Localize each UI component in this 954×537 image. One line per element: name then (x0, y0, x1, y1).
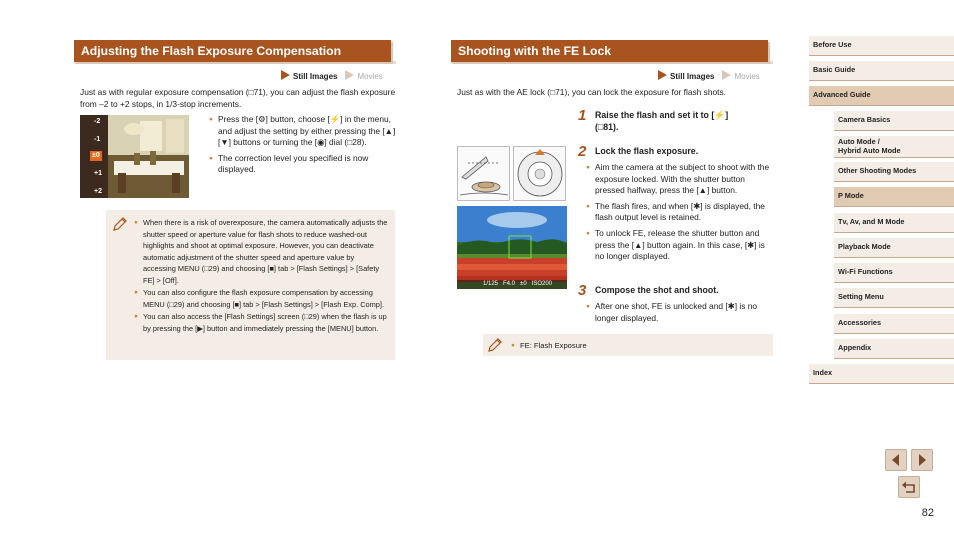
flower-field-photo (457, 206, 567, 289)
sub-auto-mode[interactable]: Auto Mode / Hybrid Auto Mode (834, 136, 954, 158)
movies-label: Movies (357, 72, 383, 81)
sub-setting-menu[interactable]: Setting Menu (834, 288, 954, 308)
right-note-box (483, 334, 773, 356)
step-2-list (586, 162, 774, 267)
sub-other-shooting-modes[interactable]: Other Shooting Modes (834, 162, 954, 182)
shutter-button-icon (458, 147, 510, 201)
step-1 (578, 109, 774, 139)
step-title: Raise the flash and set it to [⚡] (595, 110, 729, 120)
left-note-list (134, 217, 388, 335)
left-instruction-item: ● Press the [⚙] button, choose [⚡] in the menu, and adjust the setting by either pressing the [▲][▼] buttons or turning the [◉] dial (□28). (209, 114, 397, 149)
movies-label: Movies (734, 72, 760, 81)
sub-appendix[interactable]: Appendix (834, 339, 954, 359)
control-dial-icon (514, 147, 566, 201)
scale-mark-plus2: +2 (94, 188, 102, 195)
return-icon (899, 477, 919, 497)
tab-basic-guide[interactable]: Basic Guide (809, 61, 954, 81)
step-number: 3 (578, 282, 587, 299)
still-images-icon (658, 70, 667, 80)
step-bullet: ● After one shot, FE is unlocked and [✱] is no longer displayed. (586, 301, 774, 324)
tab-before-use[interactable]: Before Use (809, 36, 954, 56)
right-section-title: Shooting with the FE Lock (451, 40, 768, 62)
movies-icon (722, 70, 731, 80)
scale-mark-zero: ±0 (92, 152, 100, 159)
sub-camera-basics[interactable]: Camera Basics (834, 111, 954, 131)
tab-advanced-guide[interactable]: Advanced Guide (809, 86, 954, 106)
left-intro: Just as with regular exposure compensation (□71), you can adjust the flash exposure from –2 to +2 stops, in 1/3-stop increments. (80, 87, 396, 109)
step-number: 2 (578, 143, 587, 160)
scale-mark-plus1: +1 (94, 170, 102, 177)
prev-page-button[interactable] (885, 449, 907, 471)
sub-accessories[interactable]: Accessories (834, 314, 954, 334)
step-2 (578, 145, 774, 280)
flash-comp-photo (80, 115, 189, 198)
step-title: Compose the shot and shoot. (595, 285, 719, 295)
sub-wifi-functions[interactable]: Wi-Fi Functions (834, 263, 954, 283)
left-mode-indicator (281, 70, 383, 82)
still-images-icon (281, 70, 290, 80)
left-instruction-item: ● The correction level you specified is now displayed. (209, 153, 397, 176)
still-images-label: Still Images (293, 72, 338, 81)
right-note-list (511, 340, 761, 353)
left-instructions (209, 114, 397, 180)
tab-index[interactable]: Index (809, 364, 954, 384)
pencil-icon (487, 337, 503, 353)
right-intro: Just as with the AE lock (□71), you can lock the exposure for flash shots. (457, 87, 727, 97)
pencil-icon (112, 216, 128, 232)
arrow-left-icon (886, 450, 906, 470)
scale-mark-minus2: -2 (94, 118, 101, 125)
page-number: 82 (921, 507, 934, 519)
movies-icon (345, 70, 354, 80)
step-bullet: ● To unlock FE, release the shutter button and press the [▲] button again. In this case, [✱] is no longer displayed. (586, 228, 774, 263)
left-note-box (106, 210, 395, 360)
step-number: 1 (578, 107, 587, 124)
note-item: ● FE: Flash Exposure (511, 340, 761, 352)
step-bullet: ● The flash fires, and when [✱] is displayed, the flash output level is retained. (586, 201, 774, 224)
note-item: ● You can also configure the flash exposure compensation by accessing MENU (□29) and choosing [■] tab > [Flash Settings] > [Flash Exp. Comp]. (134, 287, 388, 310)
step-title: Lock the flash exposure. (595, 146, 699, 156)
shutter-illustration (457, 146, 510, 201)
note-item: ● When there is a risk of overexposure, the camera automatically adjusts the shutter speed or aperture value for flash shots to reduce washed-out highlights and shoot at optimal exposure. However, you can deactivate automatic adjustment of the shutter speed and aperture value by accessing MENU (□29) and choosing [■] tab > [Flash Settings] > [Safety FE] > [Off]. (134, 217, 388, 286)
next-page-button[interactable] (911, 449, 933, 471)
left-section-title: Adjusting the Flash Exposure Compensation (74, 40, 391, 62)
fe-lock-photo (457, 206, 567, 289)
right-mode-indicator (658, 70, 760, 82)
arrow-right-icon (912, 450, 932, 470)
still-images-label: Still Images (670, 72, 715, 81)
note-item: ● You can also access the [Flash Settings] screen (□29) when the flash is up by pressing the [▶] button and immediately pressing the [MENU] button. (134, 311, 388, 334)
sub-playback-mode[interactable]: Playback Mode (834, 238, 954, 258)
sub-p-mode[interactable]: P Mode (834, 187, 954, 207)
dial-illustration (513, 146, 566, 201)
step-3-list (586, 301, 774, 328)
step-3 (578, 284, 774, 324)
photo-exposure-readout: 1/125 F4.0 ±0 ISO200 (483, 281, 552, 287)
scale-column (80, 115, 108, 198)
scale-mark-minus1: -1 (94, 136, 101, 143)
return-button[interactable] (898, 476, 920, 498)
sub-tv-av-m-mode[interactable]: Tv, Av, and M Mode (834, 213, 954, 233)
step-bullet: ● Aim the camera at the subject to shoot with the exposure locked. With the shutter button pressed halfway, press the [▲] button. (586, 162, 774, 197)
step-title-ref: (□81). (595, 122, 619, 132)
